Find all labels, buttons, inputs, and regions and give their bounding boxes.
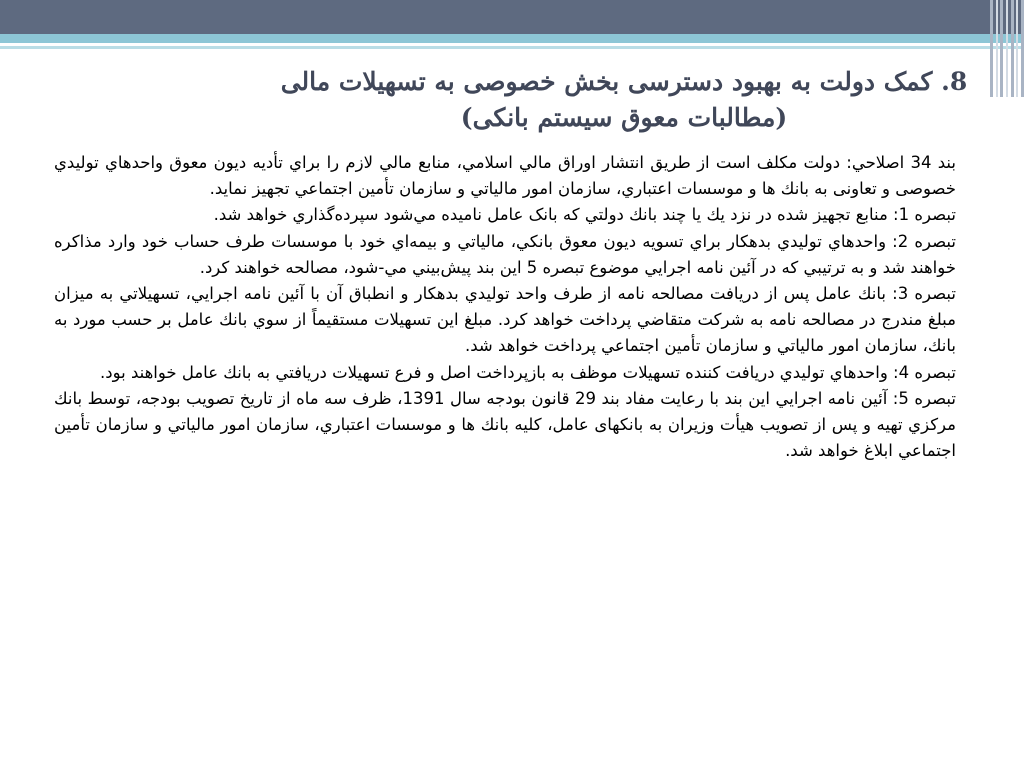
header-band: [0, 0, 1024, 34]
header-accent-line: [0, 46, 1024, 49]
decorative-stripes: [990, 0, 1024, 97]
paragraph-note-5: تبصره 5: آئين نامه اجرايي اين بند با رعايت مفاد بند 29 قانون بودجه سال 1391، ظرف سه ماه از تاريخ تصويب بودجه، توسط بانك مركزي تهيه و پس از تصويب هيأت وزيران به بانکهای عامل، كليه بانك ها و موسسات اعتباري، سازمان امور مالياتي و سازمان تأمين اجتماعي ابلاغ خواهد شد.: [54, 388, 957, 461]
slide-title: [274, 64, 974, 136]
paragraph-note-3: تبصره 3: بانك عامل پس از دريافت مصالحه نامه از طرف واحد توليدي بدهكار و انطباق آن با آئين نامه اجرايي، تسهيلاتي به ميزان مبلغ مندرج در مصالحه نامه به شركت متقاضي پرداخت خواهد كرد. مبلغ اين تسهيلات مستقيماً از سوي بانك عامل بر حسب مورد به بانك، سازمان امور مالياتي و سازمان تأمين اجتماعي پرداخت خواهد شد.: [54, 284, 957, 356]
slide-title-line-2: (مطالبات معوق سیستم بانکی): [460, 103, 788, 132]
slide-body: [54, 150, 956, 464]
header-accent-band: [0, 34, 1024, 43]
paragraph-note-2: تبصره 2: واحدهاي توليدي بدهكار براي تسويه ديون معوق بانكي، مالياتي و بيمه‌اي خود با موسسات طرف حساب خود وارد مذاكره خواهند شد و به ترتيبي كه در آئين نامه اجرايي موضوع تبصره 5 اين بند پيش‌بيني مي-شود، مصالحه خواهند كرد.: [54, 231, 956, 277]
paragraph-note-1: تبصره 1: منابع تجهيز شده در نزد يك يا چند بانك دولتي كه بانک عامل ناميده مي‌شود سپرده‌گذاري خواهد شد.: [213, 205, 956, 225]
paragraph-clause-34: بند 34 اصلاحي: دولت مكلف است از طريق انتشار اوراق مالي اسلامي، منابع مالي لازم را براي تأديه ديون معوق واحدهاي توليدي خصوصی و تعاونی به بانك ها و موسسات اعتباري، سازمان امور مالياتي و سازمان تأمين اجتماعي تجهيز نمايد.: [54, 153, 956, 199]
slide-title-line-1: 8. کمک دولت به بهبود دسترسی بخش خصوصی به تسهیلات مالی: [280, 67, 968, 96]
paragraph-note-4: تبصره 4: واحدهاي توليدي دريافت كننده تسهيلات موظف به بازپرداخت اصل و فرع تسهيلات دريافتي به بانك عامل خواهند بود.: [100, 362, 956, 382]
